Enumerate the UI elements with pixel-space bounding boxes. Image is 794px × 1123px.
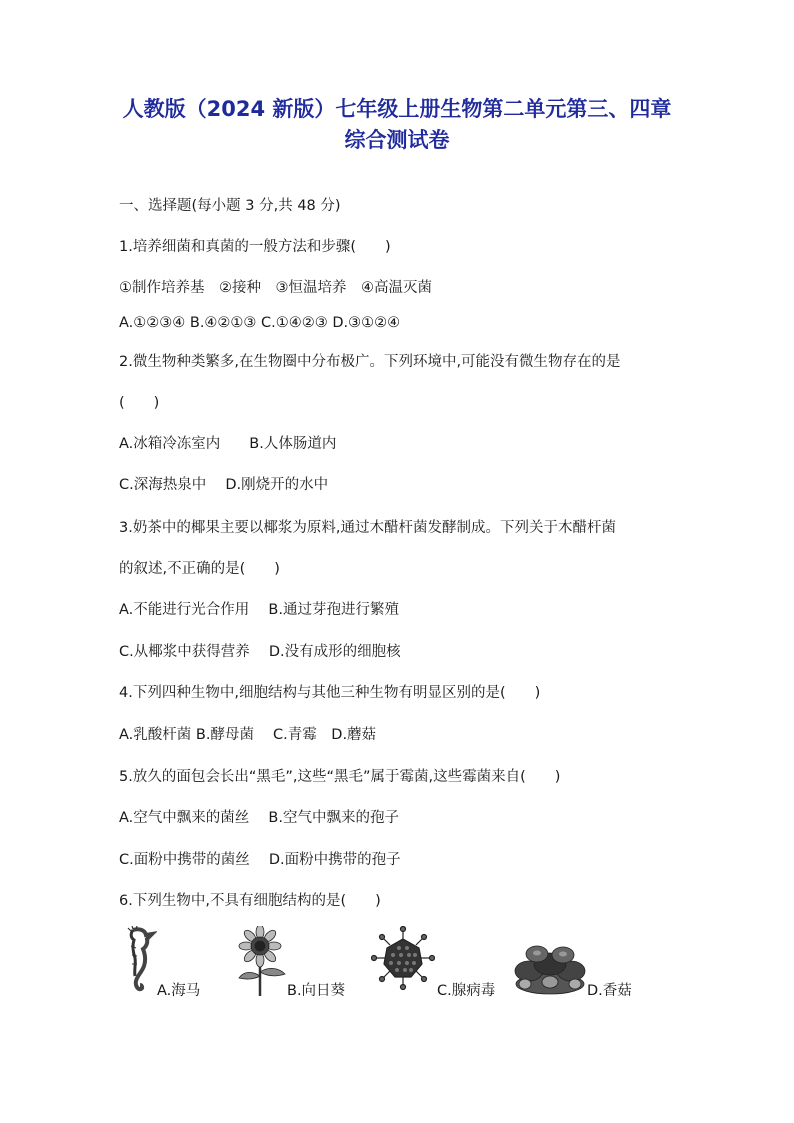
q1-stem: 1.培养细菌和真菌的一般方法和步骤( ) [119,239,391,255]
seahorse-icon [119,926,157,996]
q6-option-c: C.腺病毒 [437,983,496,999]
q3-stem-line1: 3.奶茶中的椰果主要以椰浆为原料,通过木醋杆菌发酵制成。下列关于木醋杆菌 [119,520,616,536]
q6-option-d: D.香菇 [587,983,632,999]
q6-option-b: B.向日葵 [287,983,346,999]
q1-steps: ①制作培养基 ②接种 ③恒温培养 ④高温灭菌 [119,280,432,296]
page-title-line1: 人教版（2024 新版）七年级上册生物第二单元第三、四章 [122,97,672,121]
q6-stem: 6.下列生物中,不具有细胞结构的是( ) [119,893,381,909]
page-title-line2: 综合测试卷 [344,128,450,152]
q3-options-line2: C.从椰浆中获得营养 D.没有成形的细胞核 [119,644,401,660]
q2-options-line1: A.冰箱冷冻室内 B.人体肠道内 [119,436,337,452]
section-heading: 一、选择题(每小题 3 分,共 48 分) [119,198,341,214]
mushroom-icon [513,926,587,998]
q5-stem: 5.放久的面包会长出“黑毛”,这些“黑毛”属于霉菌,这些霉菌来自( ) [119,769,561,785]
sunflower-icon [231,926,289,998]
q4-stem: 4.下列四种生物中,细胞结构与其他三种生物有明显区别的是( ) [119,685,541,701]
q3-options-line1: A.不能进行光合作用 B.通过芽孢进行繁殖 [119,602,399,618]
q5-options-line2: C.面粉中携带的菌丝 D.面粉中携带的孢子 [119,852,401,868]
q5-options-line1: A.空气中飘来的菌丝 B.空气中飘来的孢子 [119,810,399,826]
adenovirus-icon [371,926,435,990]
q6-option-a: A.海马 [157,983,201,999]
q2-options-line2: C.深海热泉中 D.刚烧开的水中 [119,477,329,493]
q1-options: A.①②③④ B.④②①③ C.①④②③ D.③①②④ [119,315,401,331]
q2-stem-line2: ( ) [119,395,160,411]
q6-figure-row [119,926,679,1006]
q4-options: A.乳酸杆菌 B.酵母菌 C.青霉 D.蘑菇 [119,727,377,743]
q3-stem-line2: 的叙述,不正确的是( ) [119,561,280,577]
q2-stem-line1: 2.微生物种类繁多,在生物圈中分布极广。下列环境中,可能没有微生物存在的是 [119,354,621,370]
